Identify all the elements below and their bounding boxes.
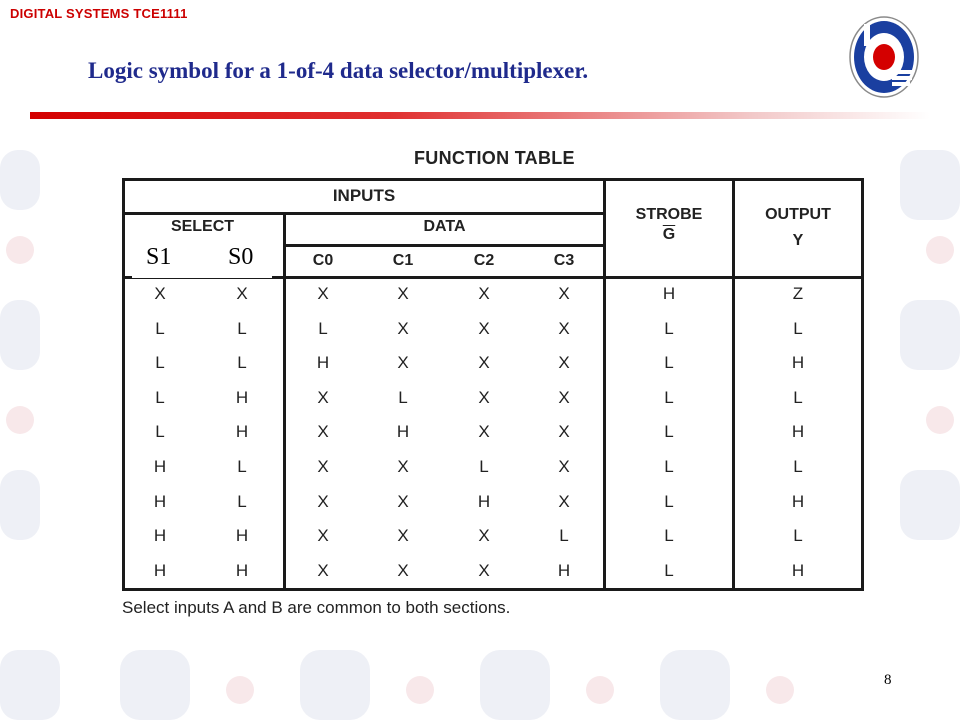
cell-c3: X [558, 422, 570, 442]
cell-s1: L [155, 318, 165, 338]
cell-c2: X [478, 422, 490, 442]
cell-s0: H [235, 422, 249, 442]
cell-output: L [793, 387, 803, 407]
cell-strobe: L [664, 491, 674, 511]
cell-c3: X [558, 353, 570, 373]
cell-s1: H [153, 491, 167, 511]
header-c2: C2 [473, 252, 495, 269]
university-logo-icon [848, 14, 920, 100]
course-label: DIGITAL SYSTEMS TCE1111 [10, 6, 188, 21]
header-strobe: STROBE [635, 206, 703, 223]
cell-c2: X [478, 318, 490, 338]
cell-s1: H [153, 457, 167, 476]
cell-s0: H [235, 387, 249, 407]
header-output-signal: Y [792, 232, 804, 249]
cell-c2: L [479, 457, 489, 476]
cell-output: L [793, 526, 803, 546]
cell-s1: X [154, 284, 166, 303]
function-table-title: FUNCTION TABLE [414, 148, 575, 168]
cell-strobe: L [664, 560, 674, 580]
select-label-s1: S1 [146, 244, 172, 270]
cell-c3: X [558, 284, 570, 303]
cell-c1: L [398, 387, 408, 407]
title-underline [30, 112, 930, 119]
cell-strobe: L [664, 457, 674, 476]
header-output: OUTPUT [765, 206, 831, 223]
cell-c1: X [397, 318, 409, 338]
cell-c1: X [397, 353, 409, 373]
header-inputs: INPUTS [332, 186, 396, 205]
cell-c1: H [396, 422, 410, 442]
page-number: 8 [884, 672, 892, 688]
cell-output: H [791, 353, 805, 373]
cell-s1: L [155, 422, 165, 442]
cell-strobe: L [664, 422, 674, 442]
cell-c0: X [317, 422, 329, 442]
cell-s0: L [237, 457, 247, 476]
cell-c2: H [477, 491, 491, 511]
cell-c3: X [558, 491, 570, 511]
header-data: DATA [423, 218, 466, 235]
cell-strobe: L [664, 387, 674, 407]
table-border-right [861, 178, 864, 591]
cell-s0: H [235, 526, 249, 546]
header-strobe-signal: $\overline{G}$ [662, 226, 676, 243]
header-c3: C3 [553, 252, 575, 269]
cell-output: L [793, 318, 803, 338]
cell-c1: X [397, 560, 409, 580]
table-border-left [122, 178, 125, 591]
cell-c1: X [397, 457, 409, 476]
cell-c0: H [316, 353, 330, 373]
cell-output: H [791, 560, 805, 580]
cell-c2: X [478, 353, 490, 373]
cell-c2: X [478, 526, 490, 546]
select-label-overlay [132, 238, 272, 278]
cell-c3: X [558, 457, 570, 476]
cell-output: Z [792, 284, 804, 303]
cell-c0: L [318, 318, 328, 338]
cell-output: H [791, 491, 805, 511]
header-c1: C1 [392, 252, 414, 269]
cell-strobe: L [664, 353, 674, 373]
slide-title: Logic symbol for a 1-of-4 data selector/multiplexer. [88, 58, 589, 83]
cell-s1: H [153, 560, 167, 580]
cell-strobe: L [664, 318, 674, 338]
cell-s0: L [237, 318, 247, 338]
cell-c3: X [558, 387, 570, 407]
cell-c2: X [478, 560, 490, 580]
cell-c0: X [317, 560, 329, 580]
table-footnote: Select inputs A and B are common to both sections. [122, 598, 511, 617]
cell-c3: L [559, 526, 569, 546]
cell-c1: X [397, 491, 409, 511]
divider-data-subheader [283, 244, 606, 247]
cell-c0: X [317, 387, 329, 407]
header-c0: C0 [312, 252, 334, 269]
header-select: SELECT [170, 218, 235, 235]
cell-output: H [791, 422, 805, 442]
cell-c0: X [317, 491, 329, 511]
cell-s0: H [235, 560, 249, 580]
cell-strobe: H [662, 284, 676, 303]
divider-inputs-header [122, 212, 606, 215]
cell-s1: L [155, 353, 165, 373]
cell-c3: X [558, 318, 570, 338]
cell-s1: H [153, 526, 167, 546]
cell-output: L [793, 457, 803, 476]
cell-strobe: L [664, 526, 674, 546]
cell-c0: X [317, 457, 329, 476]
cell-c3: H [557, 560, 571, 580]
divider-select-data [283, 214, 286, 591]
cell-c2: X [478, 284, 490, 303]
cell-s0: L [237, 353, 247, 373]
cell-c0: X [317, 284, 329, 303]
cell-s1: L [155, 387, 165, 407]
select-label-s0: S0 [228, 244, 254, 270]
cell-c2: X [478, 387, 490, 407]
cell-c1: X [397, 526, 409, 546]
table-border-bottom [122, 588, 864, 591]
cell-c1: X [397, 284, 409, 303]
cell-s0: L [237, 491, 247, 511]
table-border-top [122, 178, 864, 181]
cell-s0: X [236, 284, 248, 303]
cell-c0: X [317, 526, 329, 546]
